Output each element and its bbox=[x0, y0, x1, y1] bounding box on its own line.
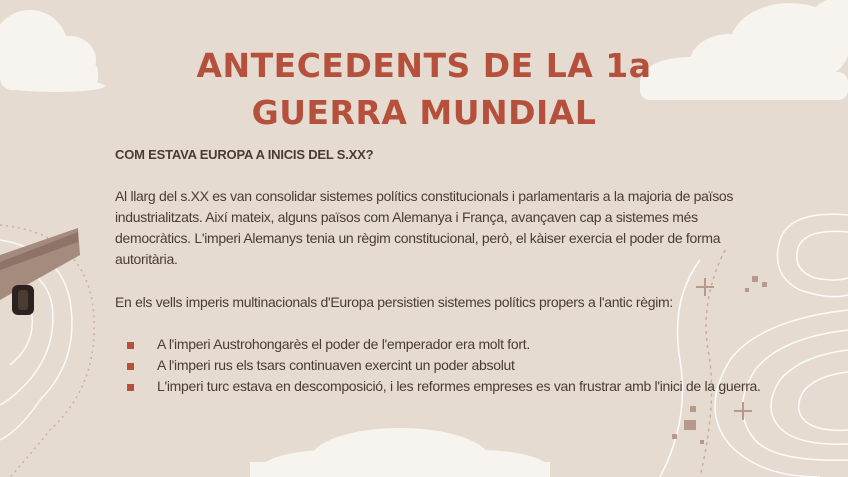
paragraph-empires: En els vells imperis multinacionals d'Europa persistien sistemes polítics propers a l'antic règim: bbox=[115, 294, 673, 310]
square-bullet-icon bbox=[127, 363, 134, 370]
list-item bbox=[127, 376, 767, 397]
page-title bbox=[150, 42, 698, 136]
title-line-2: GUERRA MUNDIAL bbox=[251, 93, 597, 132]
title-line-1: ANTECEDENTS DE LA 1a bbox=[196, 46, 652, 85]
list-item-text: L'imperi turc estava en descomposició, i les reformes empreses es van frustrar amb l'inici de la guerra. bbox=[157, 378, 761, 394]
list-item-text: A l'imperi Austrohongarès el poder de l'emperador era molt fort. bbox=[157, 336, 530, 352]
list-item bbox=[127, 334, 767, 355]
square-bullet-icon bbox=[127, 384, 134, 391]
paragraph-intro: Al llarg del s.XX es van consolidar sistemes polítics constitucionals i parlamentaris a la majoria de països industrialitzats. Així mateix, alguns països com Alemanya i França, avançaven cap a sistemes més democràtics. L'imperi Alemanys tenia un règim constitucional, però, el kàiser exercia el poder de forma autoritària. bbox=[115, 188, 734, 267]
list-item-text: A l'imperi rus els tsars continuaven exercint un poder absolut bbox=[157, 357, 515, 373]
section-heading: COM ESTAVA EUROPA A INICIS DEL S.XX? bbox=[115, 147, 374, 162]
bullet-list bbox=[127, 334, 767, 397]
list-item bbox=[127, 355, 767, 376]
square-bullet-icon bbox=[127, 342, 134, 349]
